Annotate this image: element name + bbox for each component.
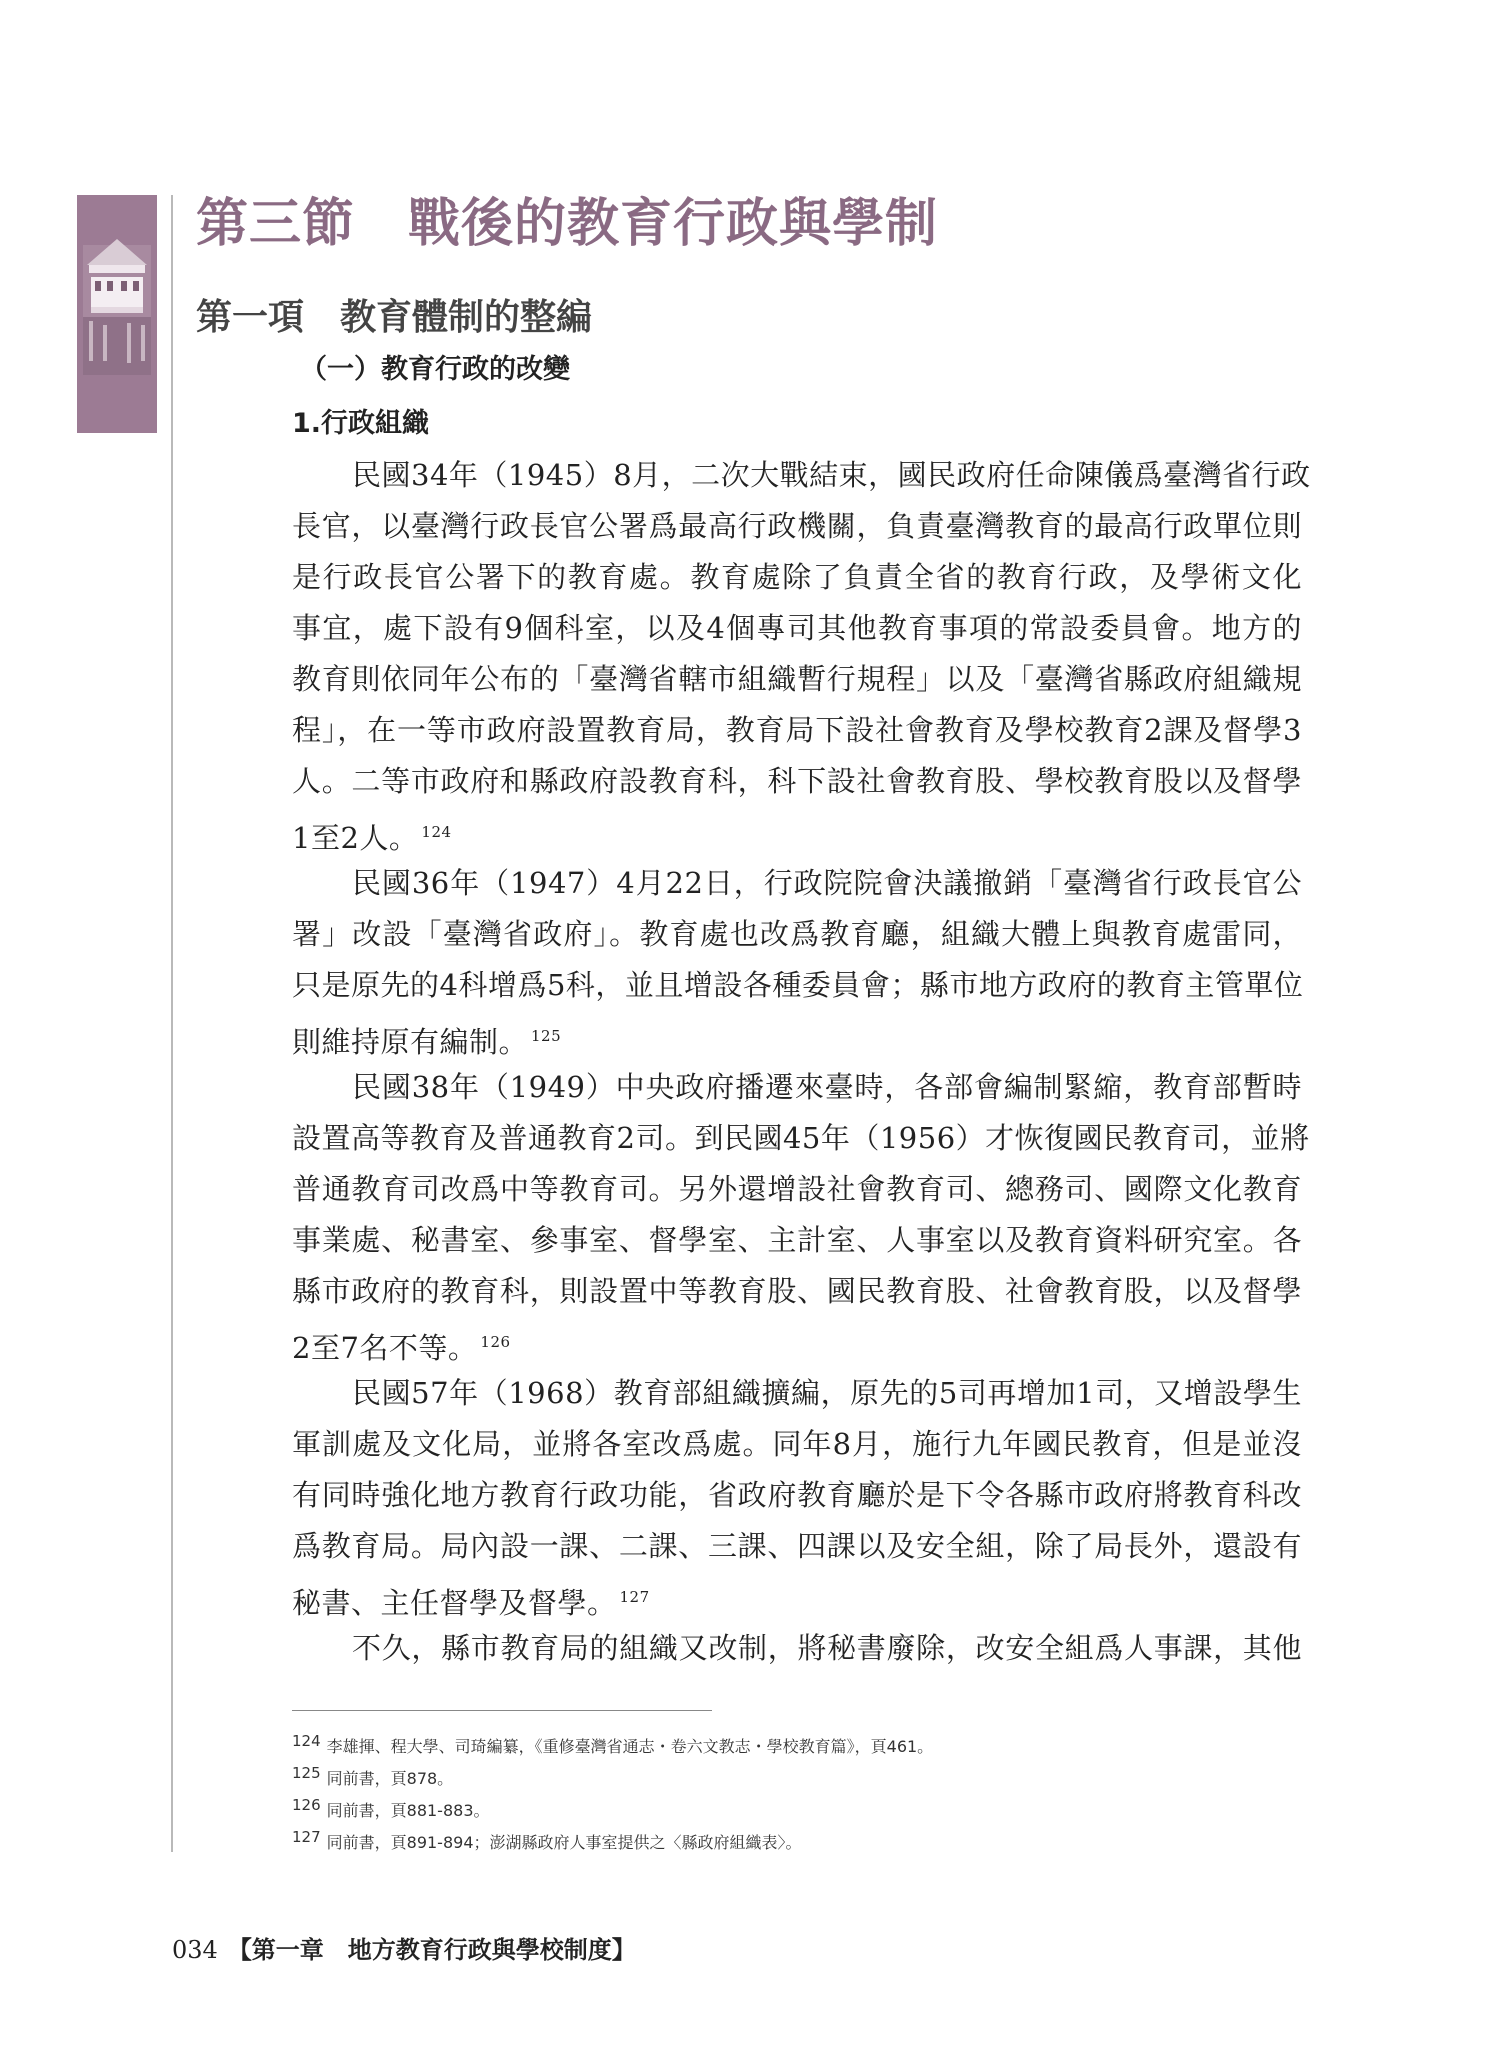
footnote-text: 同前書，頁891-894；澎湖縣政府人事室提供之〈縣政府組織表〉。 [326,1833,802,1852]
text-line: 民國38年（1949）中央政府播遷來臺時，各部會編制緊縮，教育部暫時 [352,1070,1302,1104]
subsection-title: 第一項 教育體制的整編 [196,297,593,338]
text-line: 不久，縣市教育局的組織又改制，將秘書廢除，改安全組爲人事課，其他 [352,1631,1302,1665]
text-line: 民國36年（1947）4月22日，行政院院會決議撤銷「臺灣省行政長官公 [352,866,1302,900]
paragraph [292,450,1311,858]
text-line: 軍訓處及文化局，並將各室改爲處。同年8月，施行九年國民教育，但是並沒 [292,1427,1302,1461]
text-line: 民國34年（1945）8月，二次大戰結束，國民政府任命陳儀爲臺灣省行政 [352,458,1311,492]
footnote-text: 同前書，頁878。 [326,1769,454,1788]
paragraph [292,1368,1302,1623]
text-line: 教育則依同年公布的「臺灣省轄市組織暫行規程」以及「臺灣省縣政府組織規 [292,662,1302,696]
paragraph [292,1623,1302,1674]
footnote-separator [292,1710,712,1711]
footnote-number: 127 [292,1828,321,1846]
text-line-content: 則維持原有編制。 [292,1025,529,1059]
footnote-reference[interactable]: 124 [421,823,452,841]
building-photo-icon [83,225,151,375]
footnote-number: 124 [292,1732,321,1750]
text-line: 長官，以臺灣行政長官公署爲最高行政機關，負責臺灣教育的最高行政單位則 [292,509,1302,543]
page-footer [172,1930,636,1965]
footnote [292,1757,1292,1789]
footnote [292,1789,1292,1821]
text-line: 只是原先的4科增爲5科，並且增設各種委員會；縣市地方政府的教育主管單位 [292,968,1304,1002]
text-line: 爲教育局。局內設一課、二課、三課、四課以及安全組，除了局長外，還設有 [292,1529,1302,1563]
text-line: 事宜，處下設有9個科室，以及4個專司其他教育事項的常設委員會。地方的 [292,611,1302,645]
text-line [292,1011,1302,1062]
footnote-number: 125 [292,1764,321,1782]
page-number: 034 [172,1936,218,1964]
footnote-text: 同前書，頁881-883。 [326,1801,490,1820]
text-line: 民國57年（1968）教育部組織擴編，原先的5司再增加1司，又增設學生 [352,1376,1302,1410]
section-title: 第三節 戰後的教育行政與學制 [196,193,939,254]
footnote-reference[interactable]: 125 [531,1027,562,1045]
text-line: 普通教育司改爲中等教育司。另外還增設社會教育司、總務司、國際文化教育 [292,1172,1302,1206]
footnote-text: 李雄揮、程大學、司琦編纂，《重修臺灣省通志・卷六文教志・學校教育篇》，頁461。 [326,1737,934,1756]
running-chapter-title: 【第一章 地方教育行政與學校制度】 [227,1935,636,1964]
text-line [292,807,1302,858]
text-line: 事業處、秘書室、參事室、督學室、主計室、人事室以及教育資料研究室。各 [292,1223,1302,1257]
footnote [292,1725,1292,1757]
body-text [292,450,1311,1674]
text-line: 有同時強化地方教育行政功能，省政府教育廳於是下令各縣市政府將教育科改 [292,1478,1302,1512]
footnote-reference[interactable]: 126 [480,1333,511,1351]
text-line: 設置高等教育及普通教育2司。到民國45年（1956）才恢復國民教育司，並將 [292,1121,1310,1155]
text-line [292,1317,1302,1368]
text-line-content: 2至7名不等。 [292,1331,478,1365]
text-line: 縣市政府的教育科，則設置中等教育股、國民教育股、社會教育股，以及督學 [292,1274,1302,1308]
chapter-side-image-block [77,195,157,433]
text-line: 人。二等市政府和縣政府設教育科，科下設社會教育股、學校教育股以及督學 [292,764,1302,798]
paragraph [292,1062,1310,1368]
heading-level-4: 1.行政組織 [292,408,430,439]
heading-level-3: （一）教育行政的改變 [300,354,570,385]
text-line-content: 1至2人。 [292,821,419,855]
footnote [292,1821,1292,1853]
footnote-number: 126 [292,1796,321,1814]
footnotes [292,1725,1292,1853]
text-line [292,1572,1302,1623]
footnote-reference[interactable]: 127 [619,1588,650,1606]
text-line-content: 秘書、主任督學及督學。 [292,1586,617,1620]
margin-rule [171,195,173,1852]
text-line: 是行政長官公署下的教育處。教育處除了負責全省的教育行政，及學術文化 [292,560,1302,594]
paragraph [292,858,1302,1062]
text-line: 署」改設「臺灣省政府」。教育處也改爲教育廳，組織大體上與教育處雷同， [292,917,1302,951]
text-line: 程」，在一等市政府設置教育局，教育局下設社會教育及學校教育2課及督學3 [292,713,1302,747]
